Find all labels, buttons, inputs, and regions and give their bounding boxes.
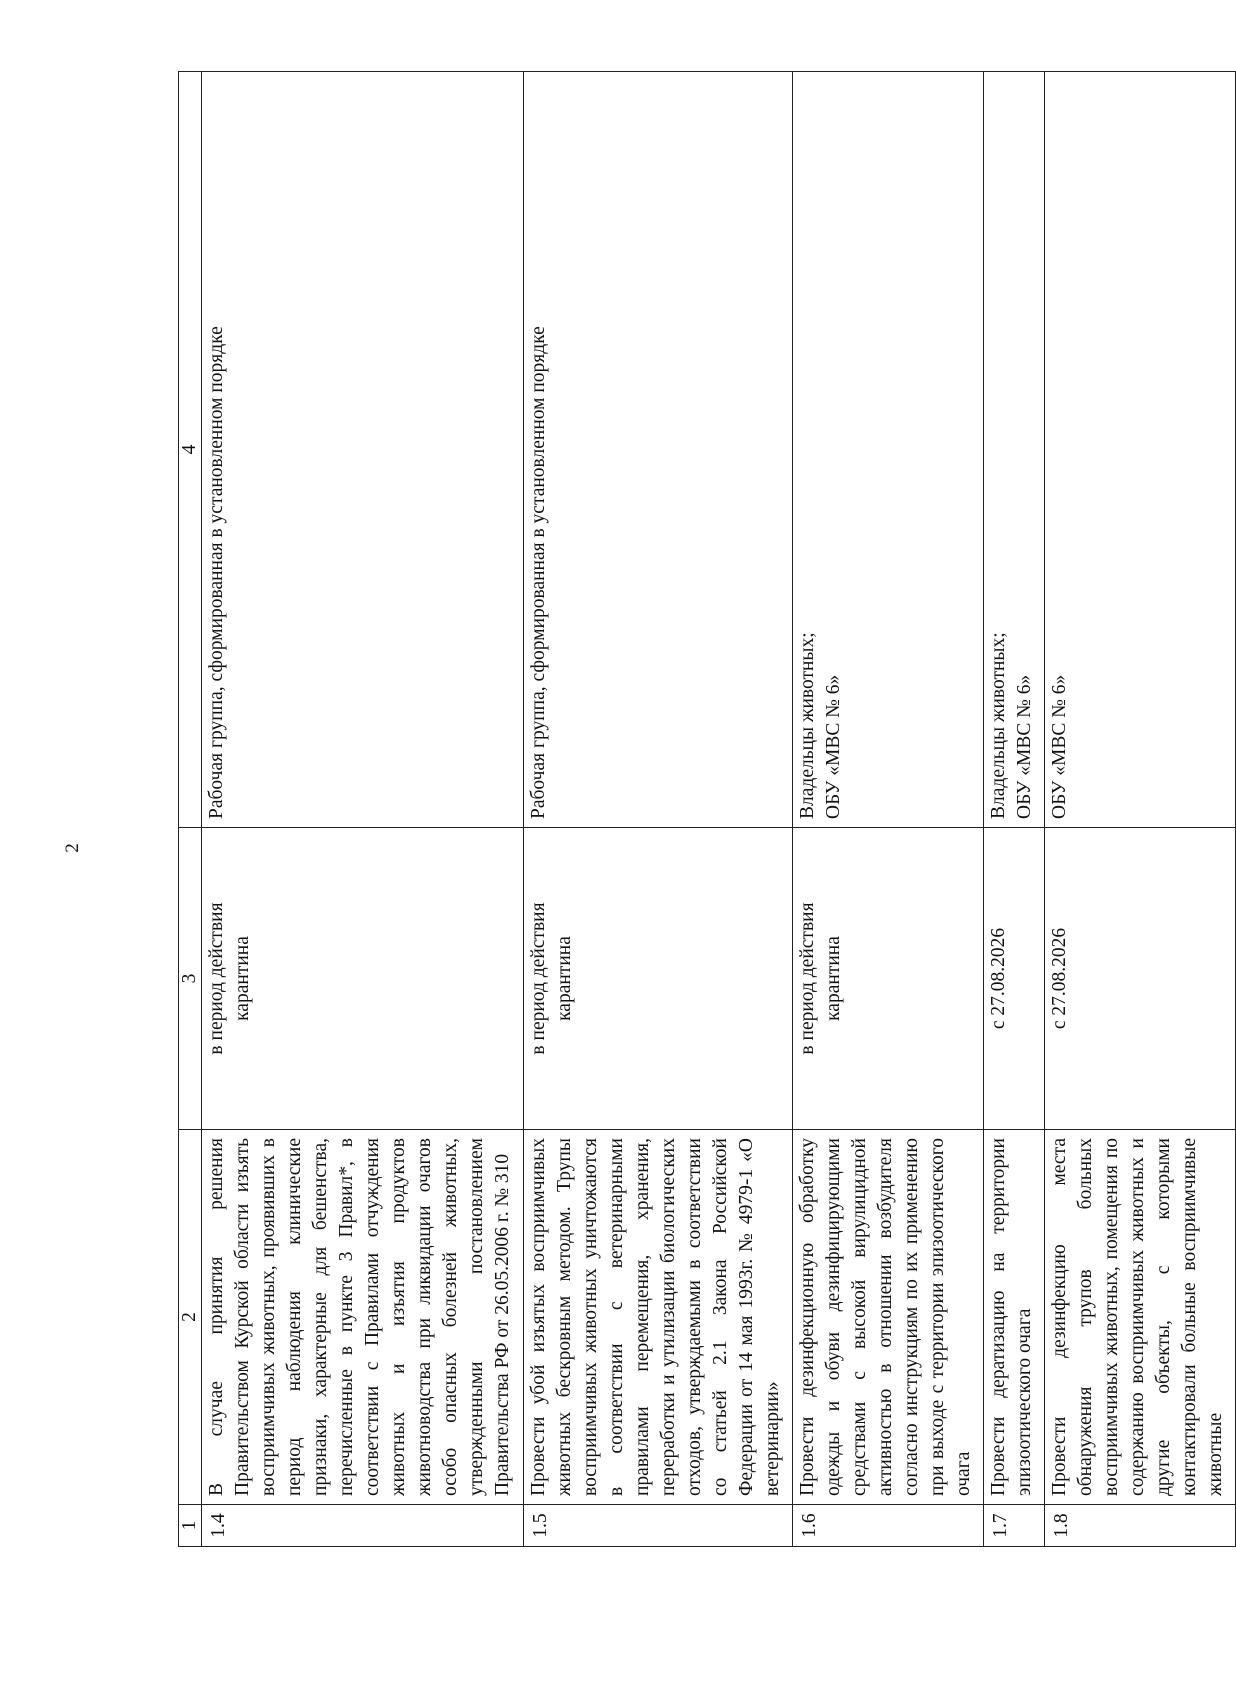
period-text: в период действия карантина <box>202 828 524 1130</box>
header-cell: 1 <box>179 1505 202 1547</box>
header-cell: 3 <box>179 828 202 1130</box>
page-number: 2 <box>62 843 83 853</box>
row-number: 1.4 <box>202 1505 524 1547</box>
measure-text: Провести дезинфекцию места обнаружения трупов больных восприимчивых животных, помещения по содержанию восприимчивых животных и другие объекты, с которыми контактировали больные восприимчивые животные <box>1045 1130 1236 1505</box>
table-row <box>524 72 793 1547</box>
measures-table <box>178 71 1236 1547</box>
table-row <box>202 72 524 1547</box>
header-cell: 4 <box>179 72 202 828</box>
table-row <box>793 72 984 1547</box>
row-number: 1.8 <box>1045 1505 1236 1547</box>
row-number: 1.5 <box>524 1505 793 1547</box>
executor-text: Рабочая группа, сформированная в установленном порядке <box>524 72 793 828</box>
row-number: 1.7 <box>984 1505 1045 1547</box>
executor-text: Владельцы животных; ОБУ «МВС № 6» <box>793 72 984 828</box>
period-text: в период действия карантина <box>793 828 984 1130</box>
table-row <box>1045 72 1236 1547</box>
table-header-row <box>179 72 202 1547</box>
period-text: с 27.08.2026 <box>984 828 1045 1130</box>
measure-text: В случае принятия решения Правительством Курской области изъять восприимчивых животных, проявивших в период наблюдения клинические признаки, характерные для бешенства, перечисленные в пункте 3 Правил*, в соответствии с Правилами отчуждения животных и изъятия продуктов животноводства при ликвидации очагов особо опасных болезней животных, утвержденными постановлением Правительства РФ от 26.05.2006 г. № 310 <box>202 1130 524 1505</box>
measure-text: Провести убой изъятых восприимчивых животных бескровным методом. Трупы восприимчивых животных уничтожаются в соответствии с ветеринарными правилами перемещения, хранения, переработки и утилизации биологических отходов, утверждаемыми в соответствии со статьей 2.1 Закона Российской Федерации от 14 мая 1993г. № 4979-1 «О ветеринарии» <box>524 1130 793 1505</box>
executor-text: Владельцы животных; ОБУ «МВС № 6» <box>984 72 1045 828</box>
rotated-table-wrapper <box>178 72 1236 1547</box>
row-number: 1.6 <box>793 1505 984 1547</box>
period-text: с 27.08.2026 <box>1045 828 1236 1130</box>
measure-text: Провести дезинфекционную обработку одежды и обуви дезинфицирующими средствами с высокой вирулицидной активностью в отношении возбудителя согласно инструкциям по их применению при выходе с территории эпизоотического очага <box>793 1130 984 1505</box>
table-row <box>984 72 1045 1547</box>
executor-text: ОБУ «МВС № 6» <box>1045 72 1236 828</box>
header-cell: 2 <box>179 1130 202 1505</box>
period-text: в период действия карантина <box>524 828 793 1130</box>
executor-text: Рабочая группа, сформированная в установленном порядке <box>202 72 524 828</box>
measure-text: Провести дератизацию на территории эпизоотического очага <box>984 1130 1045 1505</box>
